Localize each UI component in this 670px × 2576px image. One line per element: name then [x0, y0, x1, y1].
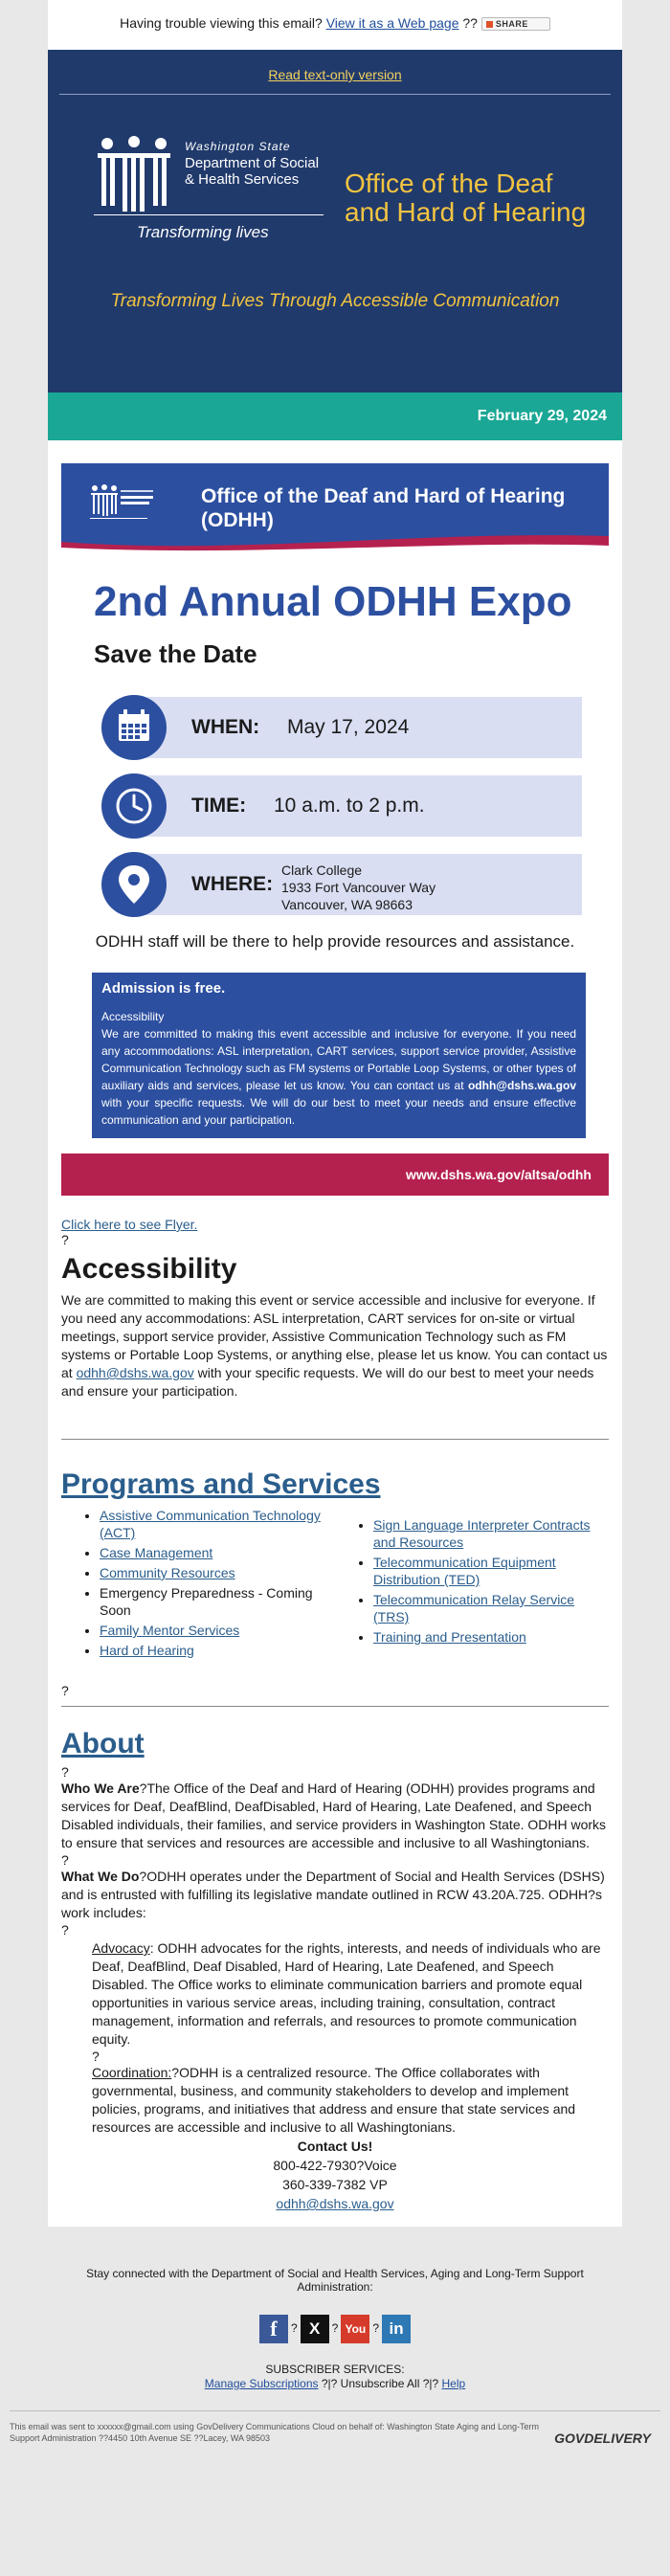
linkedin-icon[interactable]: in — [382, 2315, 411, 2343]
what-label: What We Do — [61, 1869, 140, 1884]
logo-dept — [185, 155, 319, 188]
programs-list — [61, 1507, 609, 1662]
logo-dept-line2: & Health Services — [185, 171, 300, 188]
logo-tagline: Transforming lives — [137, 223, 269, 241]
advocacy: Advocacy: ODHH advocates for the rights, interests, and needs of individuals who are Deaf, DeafBlind, Deaf Disabled, Hard of Hearing, Late Deafened, and Speech Disabled. The Office works to eliminate communication barriers and promote equal opportunities in various service areas, including training, consultation, contract management, information and referrals, and resources to promote communication equity. — [92, 1940, 601, 2047]
flyer-accessibility-label: Accessibility — [101, 1010, 165, 1023]
legal-footer — [10, 2410, 660, 2463]
program-item[interactable] — [100, 1507, 335, 1541]
manage-subscriptions-link[interactable]: Manage Subscriptions — [204, 2377, 319, 2390]
contact-heading: Contact Us! — [297, 2139, 373, 2154]
text-only-link[interactable]: Read text-only version — [268, 67, 402, 82]
dshs-logo — [94, 136, 333, 260]
flyer-wave-decoration — [61, 528, 609, 553]
share-icon — [486, 21, 493, 28]
dshs-small-logo-icon — [90, 484, 157, 525]
govdelivery-logo: GOVDELIVERY — [554, 2430, 651, 2446]
advocacy-label: Advocacy — [92, 1940, 150, 1956]
about-heading: About — [61, 1728, 145, 1759]
banner-tagline: Transforming Lives Through Accessible Communication — [110, 291, 560, 311]
flyer-header-title: Office of the Deaf and Hard of Hearing (ODHH) — [201, 485, 566, 531]
help-link[interactable]: Help — [441, 2377, 466, 2390]
program-item[interactable] — [373, 1516, 609, 1551]
contact-email-link[interactable]: odhh@dshs.wa.gov — [276, 2196, 394, 2211]
program-item[interactable] — [100, 1564, 335, 1581]
office-title — [345, 169, 586, 227]
share-label: SHARE — [495, 19, 528, 30]
subscriber-label: SUBSCRIBER SERVICES: — [265, 2363, 405, 2376]
program-item-label[interactable]: Training and Presentation — [373, 1629, 526, 1645]
coordination-label: Coordination: — [92, 2065, 172, 2080]
banner-divider — [59, 94, 611, 95]
programs-heading: Programs and Services — [61, 1468, 381, 1500]
logo-dept-line1: Department of Social — [185, 155, 320, 171]
date-bar: February 29, 2024 — [48, 392, 622, 440]
contact-voice: 800-422-7930?Voice — [273, 2158, 397, 2173]
section-divider — [61, 1706, 609, 1707]
programs-right-column — [335, 1507, 609, 1662]
section-divider — [61, 1439, 609, 1440]
program-item[interactable] — [100, 1544, 335, 1561]
social-separator: ? — [290, 2321, 298, 2336]
program-item[interactable] — [373, 1628, 609, 1646]
share-button[interactable] — [481, 17, 550, 31]
admission-free: Admission is free. — [101, 980, 226, 997]
subscriber-services — [57, 2363, 613, 2391]
time-value: 10 a.m. to 2 p.m. — [274, 795, 425, 817]
web-page-link[interactable]: View it as a Web page — [325, 15, 459, 31]
social-separator: ? — [372, 2321, 380, 2336]
contact-block — [61, 2137, 609, 2227]
preheader-text: Having trouble viewing this email? — [120, 15, 323, 31]
time-label: TIME: — [191, 795, 247, 817]
placeholder-mark: ? — [61, 1232, 69, 1247]
clock-icon — [101, 773, 167, 839]
who-label: Who We Are — [61, 1781, 140, 1796]
when-label: WHEN: — [191, 716, 260, 738]
program-item-label[interactable]: Telecommunication Relay Service (TRS) — [373, 1592, 575, 1624]
office-title-line1: Office of the Deaf — [345, 168, 553, 198]
logo-state: Washington State — [185, 140, 291, 153]
where-row — [61, 844, 609, 915]
preheader — [48, 0, 622, 50]
placeholder-mark: ? — [61, 1852, 69, 1868]
staff-note: ODHH staff will be there to help provide resources and assistance. — [95, 932, 575, 951]
program-item[interactable] — [373, 1591, 609, 1625]
program-item-label[interactable]: Hard of Hearing — [100, 1643, 194, 1658]
flyer-link[interactable]: Click here to see Flyer. — [61, 1217, 198, 1232]
where-label: WHERE: — [191, 873, 274, 895]
what-we-do: What We Do?ODHH operates under the Department of Social and Health Services (DSHS) and is entrusted with fulfilling its legislative mandate outlined in RCW 43.20A.725. ODHH?s work includes: — [61, 1869, 605, 1920]
who-we-are: Who We Are?The Office of the Deaf and Hard of Hearing (ODHH) provides programs and services for Deaf, DeafBlind, DeafDisabled, Hard of Hearing, Late Deafened, and Speech Disabled individuals, their families, and service providers in Washington State. ODHH works to ensure that services and resources are accessible and inclusive to all Washingtonians. — [61, 1781, 607, 1850]
placeholder-mark: ? — [92, 2049, 100, 2064]
program-item[interactable] — [373, 1554, 609, 1588]
where-address — [281, 862, 436, 913]
contact-vp: 360-339-7382 VP — [282, 2177, 388, 2192]
program-item-label[interactable]: Assistive Communication Technology (ACT) — [100, 1508, 321, 1540]
program-item-label: Emergency Preparedness - Coming Soon — [100, 1585, 313, 1618]
placeholder-mark: ? — [61, 1922, 69, 1938]
email-container — [48, 0, 622, 2227]
facebook-icon[interactable]: f — [259, 2315, 288, 2343]
header-banner — [48, 50, 622, 392]
save-the-date: Save the Date — [94, 639, 257, 668]
logo-divider — [94, 214, 324, 215]
coordination: Coordination:?ODHH is a centralized resource. The Office collaborates with governmental, business, and community stakeholders to develop and implement policies, programs, and initiatives that address and ensure that state services and resources are accessible and inclusive to all Washingtonians. — [92, 2065, 576, 2135]
program-item-label[interactable]: Community Resources — [100, 1565, 235, 1580]
program-item-label[interactable]: Case Management — [100, 1545, 213, 1560]
flyer-footer-url: www.dshs.wa.gov/altsa/odhh — [61, 1154, 609, 1196]
program-item — [100, 1584, 335, 1619]
unsubscribe-all[interactable]: ?|? Unsubscribe All ?|? — [318, 2377, 442, 2390]
program-item[interactable] — [100, 1622, 335, 1639]
when-row — [61, 687, 609, 758]
footer — [0, 2227, 670, 2391]
accessibility-email-link[interactable]: odhh@dshs.wa.gov — [76, 1365, 194, 1380]
time-row — [61, 766, 609, 837]
accessibility-body: We are committed to making this event or service accessible and inclusive for everyone. If you need any accommodations: ASL interpretation, CART services for on-site or virtual meetings, support service provider, Assistive Communication Technology such as FM systems or Portable Loop Systems, or anything else, please let us know. You can contact us at odhh@dshs.wa.gov with your specific requests. We will do our best to meet your needs and ensure your participation. — [61, 1292, 608, 1399]
x-icon[interactable]: X — [301, 2315, 329, 2343]
where-line2: 1933 Fort Vancouver Way — [281, 880, 436, 895]
legal-text: This email was sent to xxxxxx@gmail.com using GovDelivery Communications Cloud on behalf of: Washington State Aging and Long-Term Support Administration ??4450 10th Avenue SE ??Lacey, WA 98503 — [10, 2422, 540, 2443]
social-separator: ? — [331, 2321, 339, 2336]
admission-box — [92, 973, 586, 1138]
accessibility-heading: Accessibility — [61, 1253, 237, 1285]
social-links — [57, 2315, 613, 2343]
program-item[interactable] — [100, 1642, 335, 1659]
flyer-email: odhh@dshs.wa.gov — [467, 1079, 576, 1092]
flyer-accessibility-text: We are committed to making this event accessible and inclusive for everyone. If you need any accommodations: ASL interpretation, CART services, support service provider, Assistive Communication Technology such as FM systems or Portable Loop Systems, or other types of auxiliary aids and services, please let us know. You can contact us at odhh@dshs.wa.gov with your specific requests. We will do our best to meet your needs and ensure effective communication and your participation. — [101, 1027, 576, 1127]
program-item-label[interactable]: Telecommunication Equipment Distribution (TED) — [373, 1555, 556, 1587]
youtube-icon[interactable]: You — [341, 2315, 369, 2343]
office-title-line2: and Hard of Hearing — [345, 197, 587, 227]
stay-connected: Stay connected with the Department of Social and Health Services, Aging and Long-Term Support Administration: — [86, 2267, 584, 2294]
program-item-label[interactable]: Sign Language Interpreter Contracts and Resources — [373, 1517, 591, 1550]
flyer-header — [61, 463, 609, 553]
placeholder-mark: ? — [61, 1683, 69, 1698]
calendar-icon — [101, 695, 167, 760]
program-item-label[interactable]: Family Mentor Services — [100, 1623, 240, 1638]
expo-title: 2nd Annual ODHH Expo — [94, 578, 572, 625]
dshs-people-icon — [94, 136, 174, 213]
expo-flyer — [61, 463, 609, 1196]
preheader-after: ?? — [462, 15, 478, 31]
where-line1: Clark College — [281, 862, 363, 878]
when-value: May 17, 2024 — [287, 716, 410, 738]
location-pin-icon — [101, 852, 167, 917]
placeholder-mark: ? — [61, 1764, 69, 1780]
programs-left-column — [61, 1507, 335, 1662]
where-line3: Vancouver, WA 98663 — [281, 897, 413, 912]
